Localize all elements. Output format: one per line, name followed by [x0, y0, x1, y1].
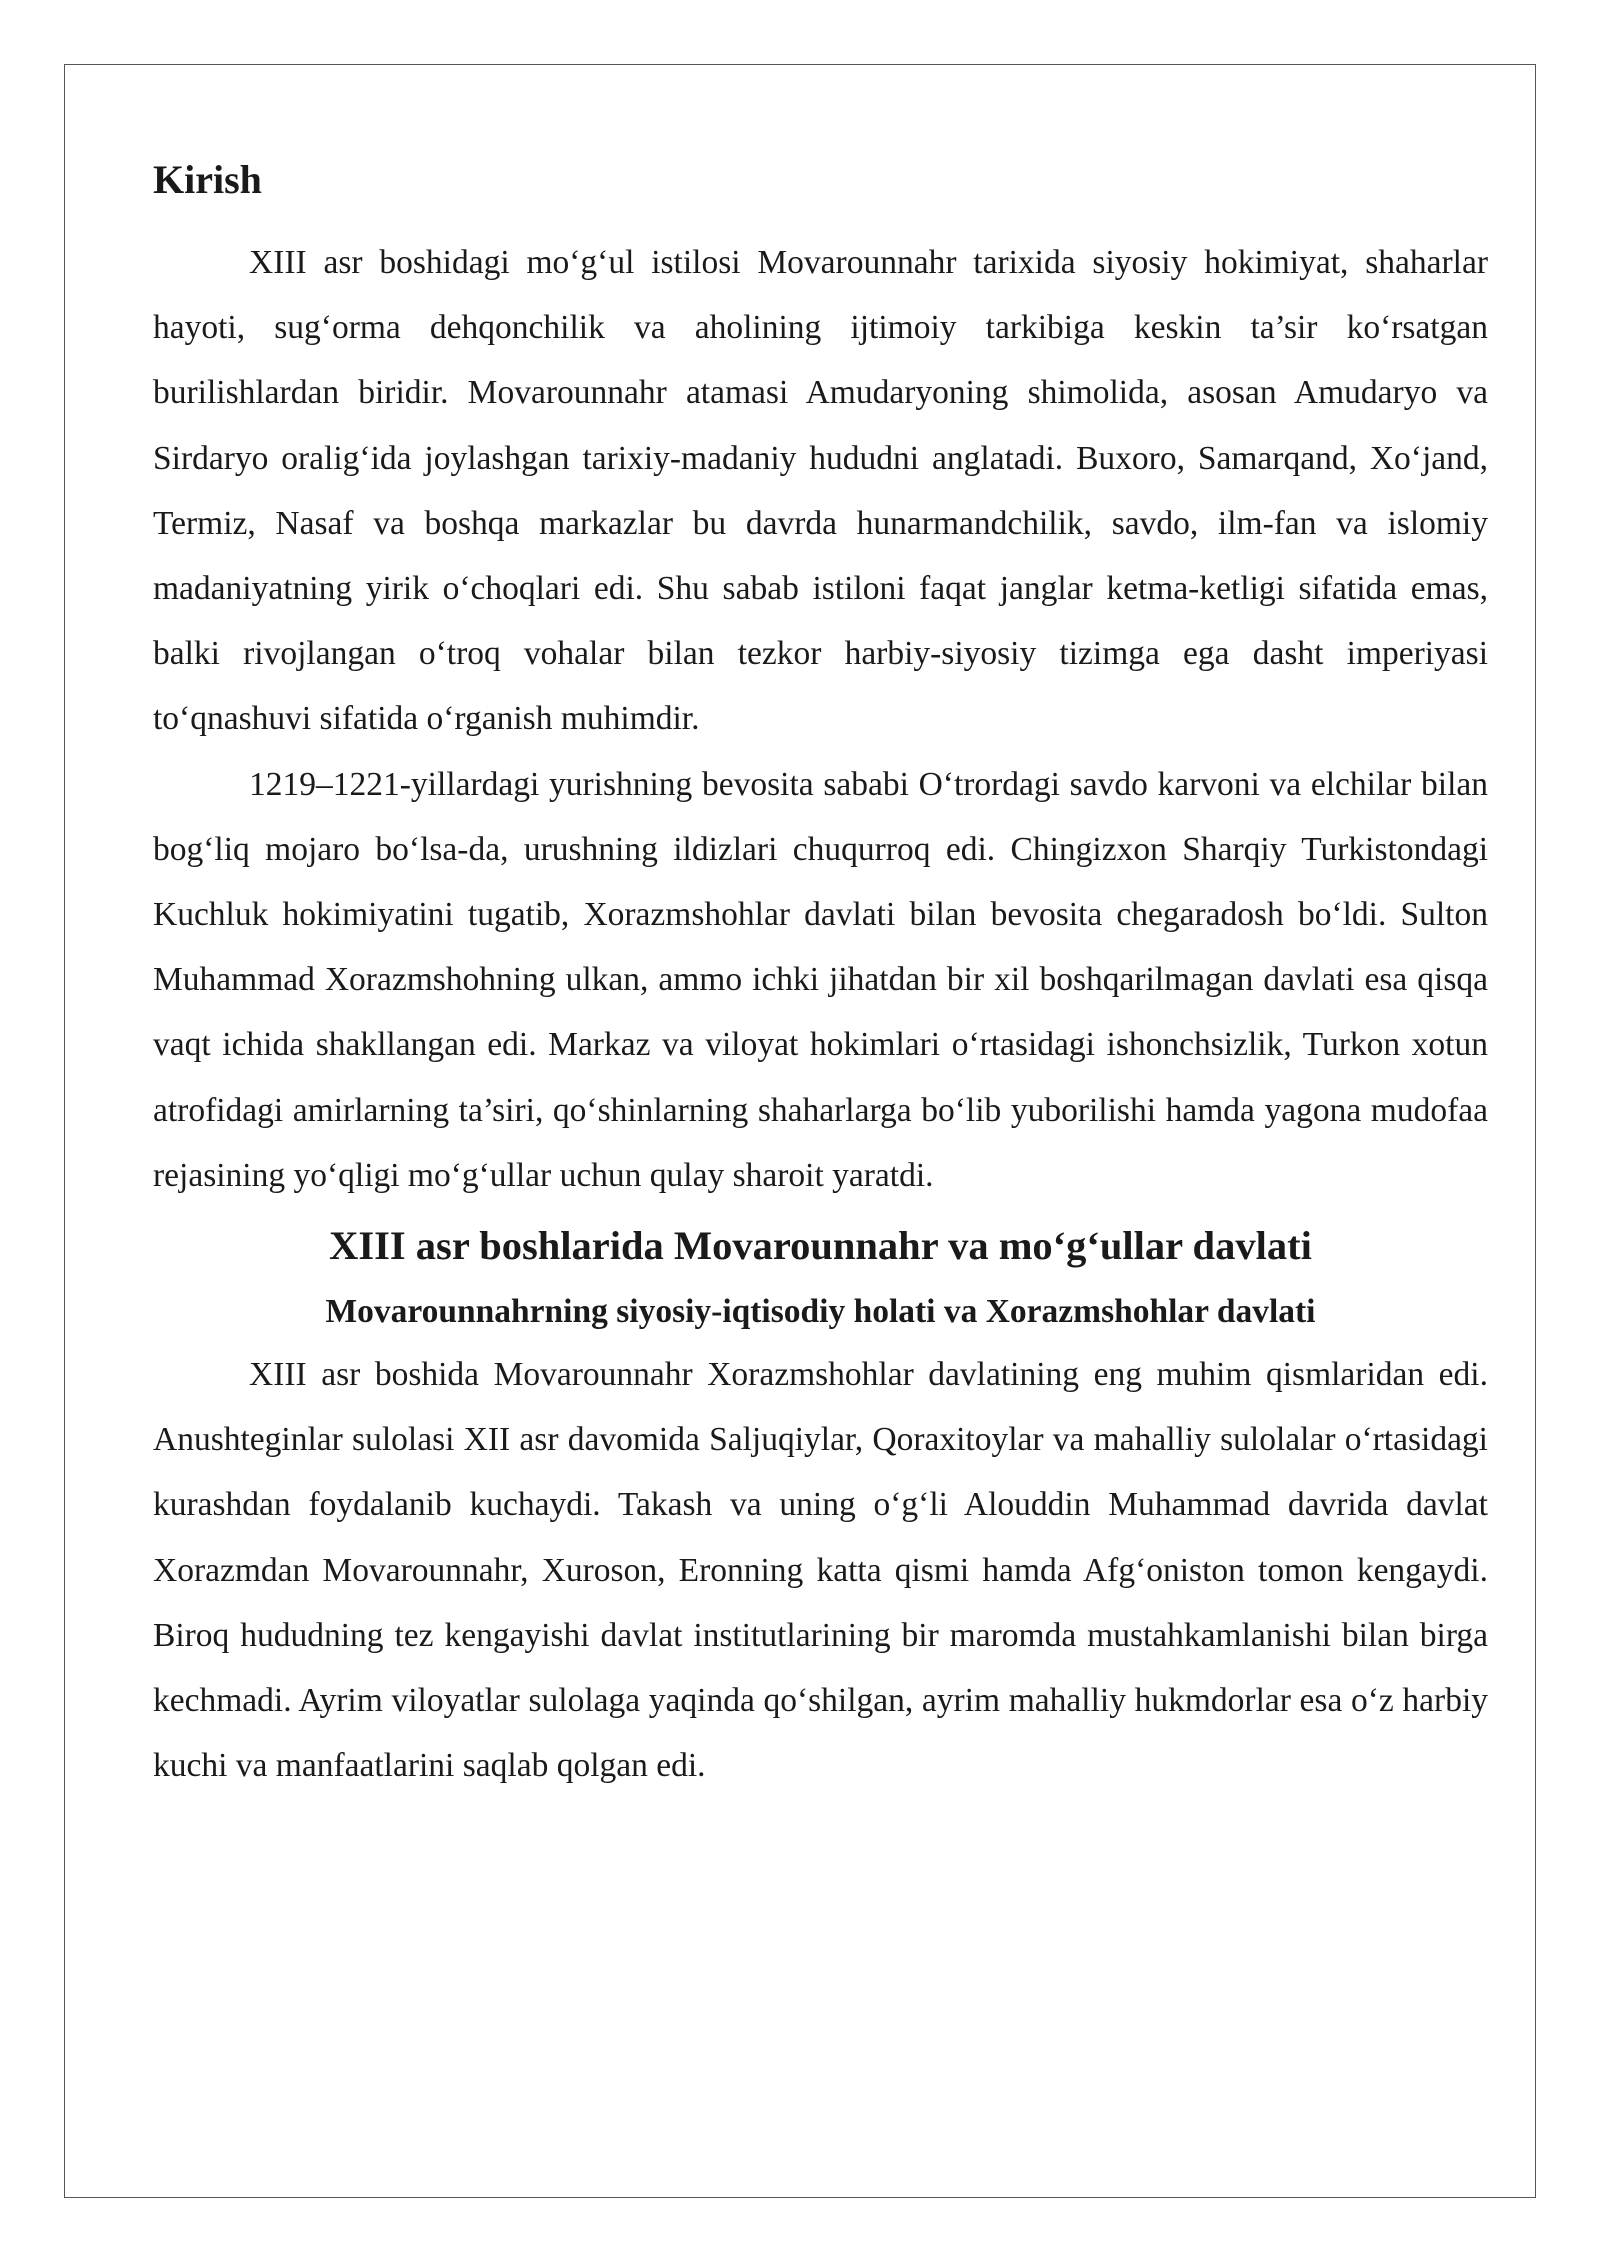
- section-heading: XIII asr boshlarida Movarounnahr va mo‘g‘ullar davlati: [329, 1223, 1312, 1269]
- document-body: [153, 150, 1488, 1798]
- section-paragraph-1: XIII asr boshida Movarounnahr Xorazmshohlar davlatining eng muhim qismlaridan edi. Anushteginlar sulolasi XII asr davomida Saljuqiylar, Qoraxitoylar va mahalliy sulolalar o‘rtasidagi kurashdan foydalanib kuchaydi. Takash va uning o‘g‘li Alouddin Muhammad davrida davlat Xorazmdan Movarounnahr, Xuroson, Eronning katta qismi hamda Afg‘oniston tomon kengaydi. Biroq hududning tez kengayishi davlat institutlarining bir maromda mustahkamlanishi bilan birga kechmadi. Ayrim viloyatlar sulolaga yaqinda qo‘shilgan, ayrim mahalliy hukmdorlar esa o‘z harbiy kuchi va manfaatlarini saqlab qolgan edi.: [153, 1356, 1488, 1785]
- intro-paragraph-2: 1219–1221-yillardagi yurishning bevosita sababi O‘trordagi savdo karvoni va elchilar bilan bog‘liq mojaro bo‘lsa-da, urushning ildizlari chuqurroq edi. Chingizxon Sharqiy Turkistondagi Kuchluk hokimiyatini tugatib, Xorazmshohlar davlati bilan bevosita chegaradosh bo‘ldi. Sulton Muhammad Xorazmshohning ulkan, ammo ichki jihatdan bir xil boshqarilmagan davlati esa qisqa vaqt ichida shakllangan edi. Markaz va viloyat hokimlari o‘rtasidagi ishonchsizlik, Turkon xotun atrofidagi amirlarning ta’siri, qo‘shinlarning shaharlarga bo‘lib yuborilishi hamda yagona mudofaa rejasining yo‘qligi mo‘g‘ullar uchun qulay sharoit yaratdi.: [153, 765, 1488, 1194]
- intro-paragraph-1: XIII asr boshidagi mo‘g‘ul istilosi Movarounnahr tarixida siyosiy hokimiyat, shaharlar hayoti, sug‘orma dehqonchilik va aholining ijtimoiy tarkibiga keskin ta’sir ko‘rsatgan burilishlardan biridir. Movarounnahr atamasi Amudaryoning shimolida, asosan Amudaryo va Sirdaryo oralig‘ida joylashgan tarixiy-madaniy hududni anglatadi. Buxoro, Samarqand, Xo‘jand, Termiz, Nasaf va boshqa markazlar bu davrda hunarmandchilik, savdo, ilm-fan va islomiy madaniyatning yirik o‘choqlari edi. Shu sabab istiloni faqat janglar ketma-ketligi sifatida emas, balki rivojlangan o‘troq vohalar bilan tezkor harbiy-siyosiy tizimga ega dasht imperiyasi to‘qnashuvi sifatida o‘rganish muhimdir.: [153, 244, 1488, 738]
- intro-heading: Kirish: [153, 157, 262, 202]
- subsection-heading: Movarounnahrning siyosiy-iqtisodiy holati va Xorazmshohlar davlati: [325, 1293, 1316, 1331]
